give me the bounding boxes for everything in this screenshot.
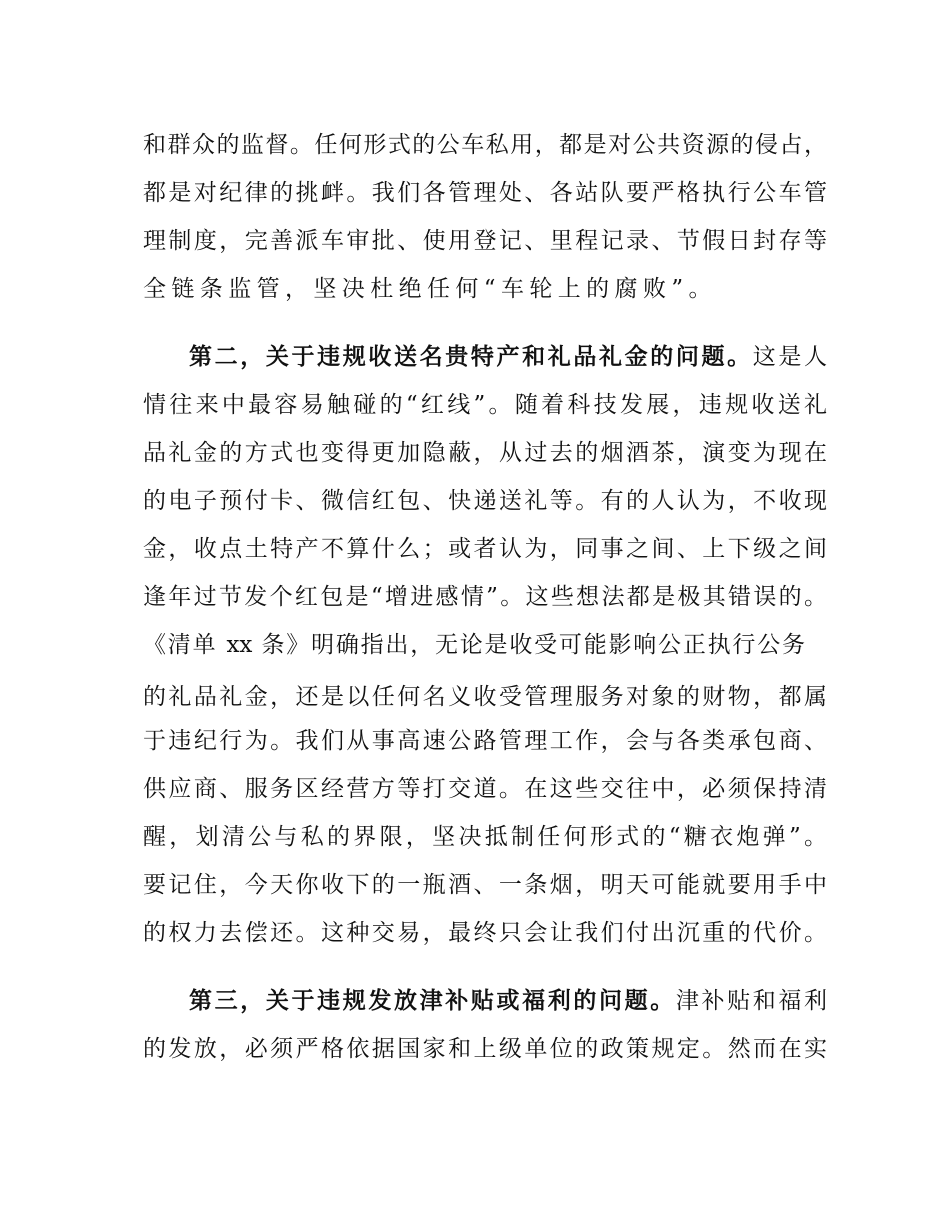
section-heading: 第二，关于违规收送名贵特产和礼品礼金的问题。 xyxy=(189,344,753,370)
text-line: 都是对纪律的挑衅。我们各管理处、各站队要严格执行公车管 xyxy=(143,180,827,206)
text-line: 理制度，完善派车审批、使用登记、里程记录、节假日封存等 xyxy=(143,228,827,254)
text-line: 《清单 xx 条》明确指出，无论是收受可能影响公正执行公务 xyxy=(143,632,805,658)
text-line: 情往来中最容易触碰的“红线”。随着科技发展，违规收送礼 xyxy=(143,392,827,418)
text-line: 供应商、服务区经营方等打交道。在这些交往中，必须保持清 xyxy=(143,776,827,802)
text-line: 逢年过节发个红包是“增进感情”。这些想法都是极其错误的。 xyxy=(143,584,827,610)
text-line: 金，收点土特产不算什么；或者认为，同事之间、上下级之间 xyxy=(143,536,827,562)
text-line: 的电子预付卡、微信红包、快递送礼等。有的人认为，不收现 xyxy=(143,488,827,514)
text-line: 醒，划清公与私的界限，坚决抵制任何形式的“糖衣炮弹”。 xyxy=(143,824,827,850)
text-line: 的礼品礼金，还是以任何名义收受管理服务对象的财物，都属 xyxy=(143,684,827,710)
text-run: 这是人 xyxy=(752,344,827,370)
text-line: 的发放，必须严格依据国家和上级单位的政策规定。然而在实 xyxy=(143,1036,827,1062)
paragraph-heading-line xyxy=(189,342,827,372)
text-line: 全链条监管，坚决杜绝任何“车轮上的腐败”。 xyxy=(143,276,717,302)
text-line: 的权力去偿还。这种交易，最终只会让我们付出沉重的代价。 xyxy=(143,920,827,946)
text-run: 津补贴和福利 xyxy=(675,988,827,1014)
text-line: 于违纪行为。我们从事高速公路管理工作，会与各类承包商、 xyxy=(143,728,827,754)
section-heading: 第三，关于违规发放津补贴或福利的问题。 xyxy=(189,988,676,1014)
paragraph-heading-line xyxy=(189,986,827,1016)
text-line: 和群众的监督。任何形式的公车私用，都是对公共资源的侵占， xyxy=(143,132,827,158)
text-line: 要记住，今天你收下的一瓶酒、一条烟，明天可能就要用手中 xyxy=(143,872,827,898)
text-line: 品礼金的方式也变得更加隐蔽，从过去的烟酒茶，演变为现在 xyxy=(143,440,827,466)
